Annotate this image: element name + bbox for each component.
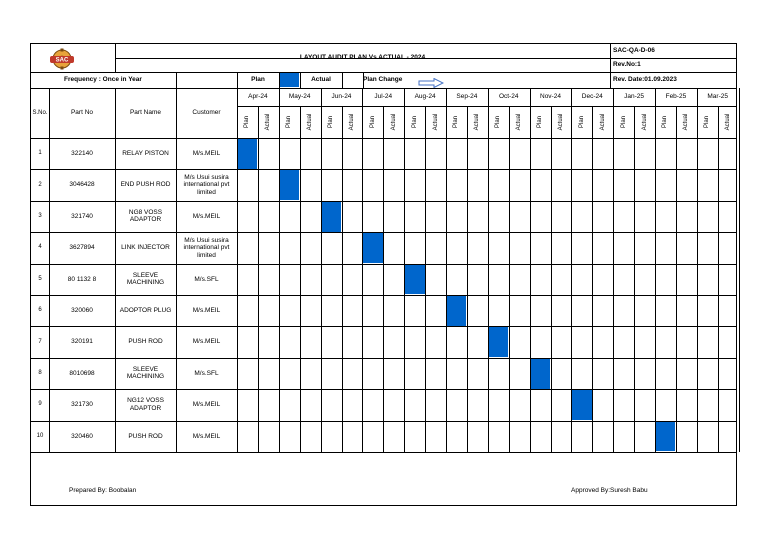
month-header: Jun-24 [331, 93, 352, 101]
cell-part-name: ADOPTOR PLUG [119, 306, 172, 314]
sub-header-actual: Actual [432, 113, 439, 131]
grid-line [551, 106, 552, 452]
grid-line [697, 88, 698, 452]
month-header: Jul-24 [374, 93, 393, 101]
month-header: Feb-25 [665, 93, 687, 101]
cell-customer: M/s.MEIL [192, 306, 221, 314]
grid-line [342, 106, 343, 452]
month-header: Aug-24 [414, 93, 436, 101]
cell-sno: 7 [38, 338, 42, 345]
sub-header-plan: Plan [411, 115, 418, 129]
plan-marker [405, 264, 425, 294]
cell-customer: M/s.MEIL [192, 212, 221, 220]
frequency-label: Frequency : Once in Year [64, 76, 142, 84]
grid-line [446, 88, 447, 452]
grid-line [31, 452, 737, 453]
month-header: Oct-24 [498, 93, 519, 101]
cell-part-name: SLEEVE MACHINING [126, 271, 165, 287]
sub-header-plan: Plan [369, 115, 376, 129]
cell-customer: M/s.SFL [194, 369, 219, 377]
sub-header-plan: Plan [495, 115, 502, 129]
plan-marker [447, 296, 467, 326]
grid-line [31, 72, 737, 73]
grid-line [176, 72, 177, 452]
cell-part-no: 80 1132 8 [67, 275, 97, 283]
grid-line [258, 106, 259, 452]
grid-line [115, 58, 737, 59]
grid-line [115, 44, 116, 72]
cell-part-name: PUSH ROD [128, 432, 163, 440]
sub-header-actual: Actual [683, 113, 690, 131]
grid-line [115, 88, 116, 452]
cell-part-no: 320460 [71, 432, 93, 440]
plan-marker [488, 327, 508, 357]
month-header: Jan-25 [624, 93, 645, 101]
sub-header-actual: Actual [348, 113, 355, 131]
grid-line [571, 88, 572, 452]
sub-header-plan: Plan [704, 115, 711, 129]
grid-line [676, 106, 677, 452]
cell-part-name: SLEEVE MACHINING [126, 366, 165, 381]
cell-part-no: 3046428 [69, 181, 95, 189]
grid-line [383, 106, 384, 452]
month-header: May-24 [288, 93, 311, 101]
sub-header-actual: Actual [641, 113, 648, 131]
sub-header-actual: Actual [599, 113, 606, 131]
cell-customer: M/s Usui susira international pvt limited [183, 236, 230, 259]
plan-marker [572, 390, 592, 420]
legend-plan-label: Plan [251, 76, 265, 84]
grid-line [610, 44, 611, 88]
grid-line [31, 88, 737, 89]
month-header: Mar-25 [707, 93, 728, 101]
grid-line [634, 106, 635, 452]
grid-line [363, 72, 364, 88]
cell-sno: 4 [38, 244, 42, 251]
grid-line [279, 72, 280, 88]
arrow-right-icon [418, 75, 444, 85]
grid-line [509, 106, 510, 452]
approved-by: Approved By:Suresh Babu [571, 487, 648, 495]
cell-sno: 8 [38, 370, 42, 377]
cell-part-no: 8010698 [69, 369, 95, 377]
month-header: Sep-24 [456, 93, 478, 101]
grid-line [404, 88, 405, 452]
company-logo [41, 48, 83, 70]
plan-marker [530, 358, 550, 388]
grid-line [467, 106, 468, 452]
month-header: Apr-24 [248, 93, 268, 101]
cell-part-no: 321730 [71, 401, 93, 409]
plan-marker [279, 170, 299, 200]
revision-number: Rev.No:1 [613, 61, 641, 69]
cell-part-name: PUSH ROD [128, 338, 163, 346]
cell-part-name: LINK INJECTOR [121, 244, 170, 252]
document-number: SAC-QA-D-06 [613, 47, 655, 55]
sub-header-plan: Plan [662, 115, 669, 129]
plan-marker [321, 201, 341, 231]
cell-customer: M/s.MEIL [192, 432, 221, 440]
cell-part-no: 321740 [71, 212, 93, 220]
document-title: LAYOUT AUDIT PLAN Vs ACTUAL - 2024 [299, 54, 426, 62]
col-header-customer: Customer [192, 109, 221, 117]
sub-header-plan: Plan [286, 115, 293, 129]
cell-sno: 10 [36, 432, 44, 439]
grid-line [362, 88, 363, 452]
sub-header-plan: Plan [578, 115, 585, 129]
cell-part-name: RELAY PISTON [122, 149, 169, 157]
grid-line [718, 106, 719, 452]
cell-part-name: END PUSH ROD [120, 181, 171, 189]
grid-line [425, 106, 426, 452]
grid-line [237, 72, 238, 452]
legend-plan-swatch [279, 73, 299, 87]
audit-plan-sheet [30, 43, 737, 506]
sub-header-actual: Actual [265, 113, 272, 131]
cell-sno: 1 [38, 150, 42, 157]
legend-plan-change-label: Plan Change [363, 76, 403, 84]
sub-header-plan: Plan [328, 115, 335, 129]
col-header-part-name: Part Name [129, 109, 162, 117]
grid-line [592, 106, 593, 452]
cell-customer: M/s Usui susira international pvt limited [183, 173, 230, 196]
prepared-by: Prepared By: Boobalan [69, 487, 137, 495]
grid-line [613, 88, 614, 452]
cell-part-no: 320191 [71, 338, 93, 346]
sub-header-actual: Actual [390, 113, 397, 131]
sub-header-actual: Actual [474, 113, 481, 131]
sub-header-plan: Plan [620, 115, 627, 129]
plan-marker [363, 233, 383, 263]
cell-part-no: 322140 [71, 149, 93, 157]
cell-sno: 6 [38, 307, 42, 314]
cell-sno: 9 [38, 401, 42, 408]
grid-line [655, 88, 656, 452]
cell-customer: M/s.MEIL [192, 149, 221, 157]
grid-line [279, 88, 280, 452]
cell-part-name: NG12 VOSS ADAPTOR [127, 397, 164, 412]
cell-sno: 3 [38, 213, 42, 220]
col-header-part-no: Part No [70, 109, 94, 117]
sub-header-actual: Actual [516, 113, 523, 131]
cell-part-no: 3627894 [69, 244, 95, 252]
grid-line [342, 72, 343, 88]
month-header: Dec-24 [581, 93, 603, 101]
cell-sno: 5 [38, 275, 42, 282]
legend-actual-label: Actual [311, 76, 331, 84]
cell-sno: 2 [38, 181, 42, 188]
revision-date: Rev. Date:01.09.2023 [613, 76, 677, 84]
grid-line [321, 88, 322, 452]
cell-customer: M/s.SFL [194, 275, 219, 283]
sub-header-actual: Actual [557, 113, 564, 131]
plan-marker [656, 421, 676, 451]
sub-header-plan: Plan [453, 115, 460, 129]
cell-customer: M/s.MEIL [192, 338, 221, 346]
grid-line [488, 88, 489, 452]
grid-line [300, 106, 301, 452]
logo-text: SAC [55, 57, 69, 64]
plan-marker [238, 139, 258, 169]
cell-part-no: 320060 [71, 306, 93, 314]
sub-header-plan: Plan [537, 115, 544, 129]
cell-customer: M/s.MEIL [192, 401, 221, 409]
sub-header-actual: Actual [307, 113, 314, 131]
month-header: Nov-24 [540, 93, 561, 101]
grid-line [49, 88, 50, 452]
sub-header-plan: Plan [244, 115, 251, 129]
grid-line [739, 88, 740, 452]
sub-header-actual: Actual [725, 113, 732, 131]
cell-part-name: NG8 VOSS ADAPTOR [128, 209, 163, 224]
grid-line [530, 88, 531, 452]
col-header-sno: S.No. [32, 109, 48, 116]
grid-line [300, 72, 301, 88]
